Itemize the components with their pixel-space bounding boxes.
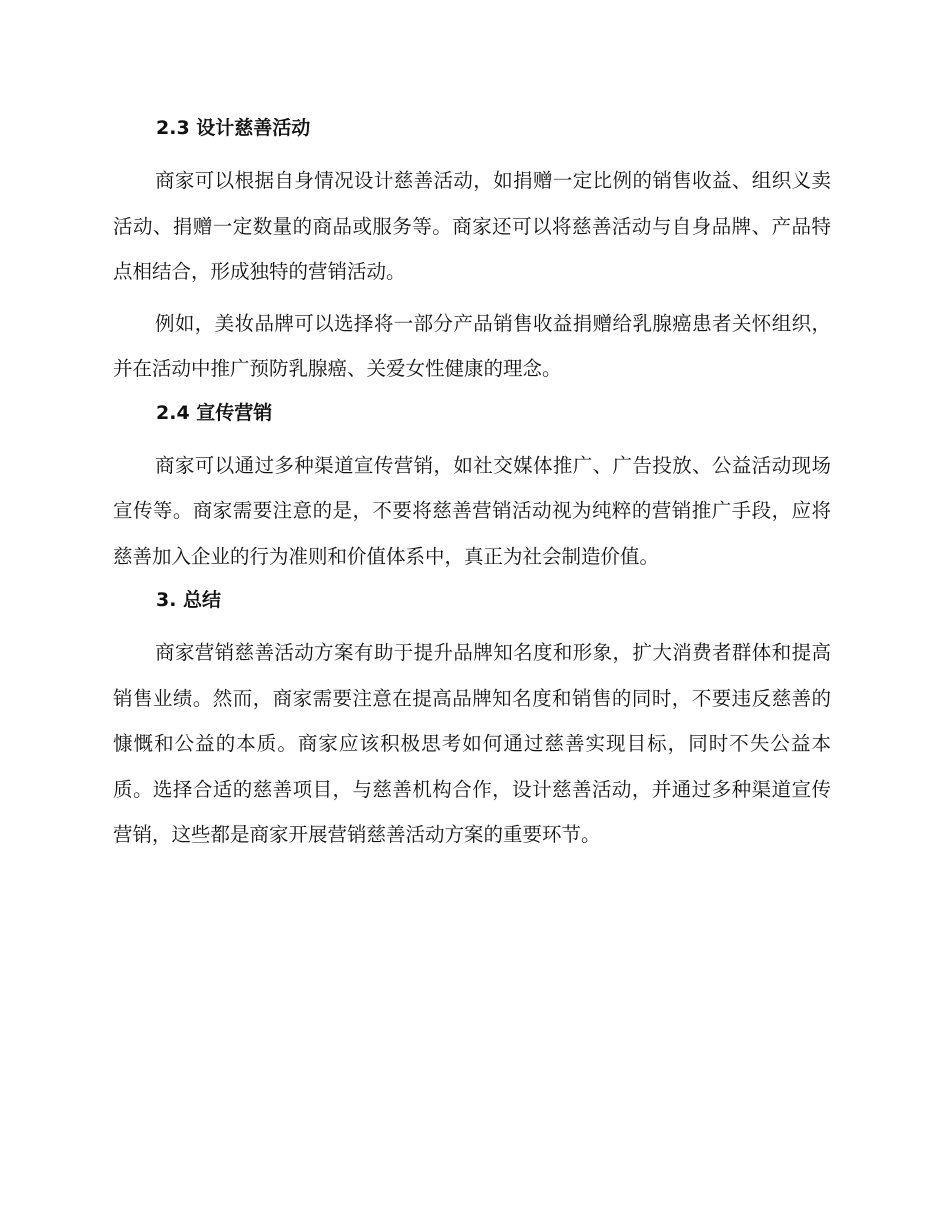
section-3 — [113, 585, 831, 858]
section-heading: 2.4 宣传营销 — [156, 401, 273, 424]
section-2-4 — [113, 398, 831, 580]
paragraph: 商家可以根据自身情况设计慈善活动，如捐赠一定比例的销售收益、组织义卖活动、捐赠一定数量的商品或服务等。商家还可以将慈善活动与自身品牌、产品特点相结合，形成独特的营销活动。 — [113, 169, 831, 283]
paragraph: 例如，美妆品牌可以选择将一部分产品销售收益捐赠给乳腺癌患者关怀组织，并在活动中推广预防乳腺癌、关爱女性健康的理念。 — [113, 311, 831, 380]
paragraph: 商家可以通过多种渠道宣传营销，如社交媒体推广、广告投放、公益活动现场宣传等。商家需要注意的是，不要将慈善营销活动视为纯粹的营销推广手段，应将慈善加入企业的行为准则和价值体系中，真正为社会制造价值。 — [113, 453, 831, 568]
section-heading: 2.3 设计慈善活动 — [156, 117, 311, 139]
section-2-3 — [113, 113, 831, 392]
section-heading: 3. 总结 — [156, 589, 222, 611]
paragraph: 商家营销慈善活动方案有助于提升品牌知名度和形象，扩大消费者群体和提高销售业绩。然而，商家需要注意在提高品牌知名度和销售的同时，不要违反慈善的慷慨和公益的本质。商家应该积极思考如何通过慈善实现目标，同时不失公益本质。选择合适的慈善项目，与慈善机构合作，设计慈善活动，并通过多种渠道宣传营销，这些都是商家开展营销慈善活动方案的重要环节。 — [113, 641, 831, 846]
document-body — [113, 113, 831, 864]
